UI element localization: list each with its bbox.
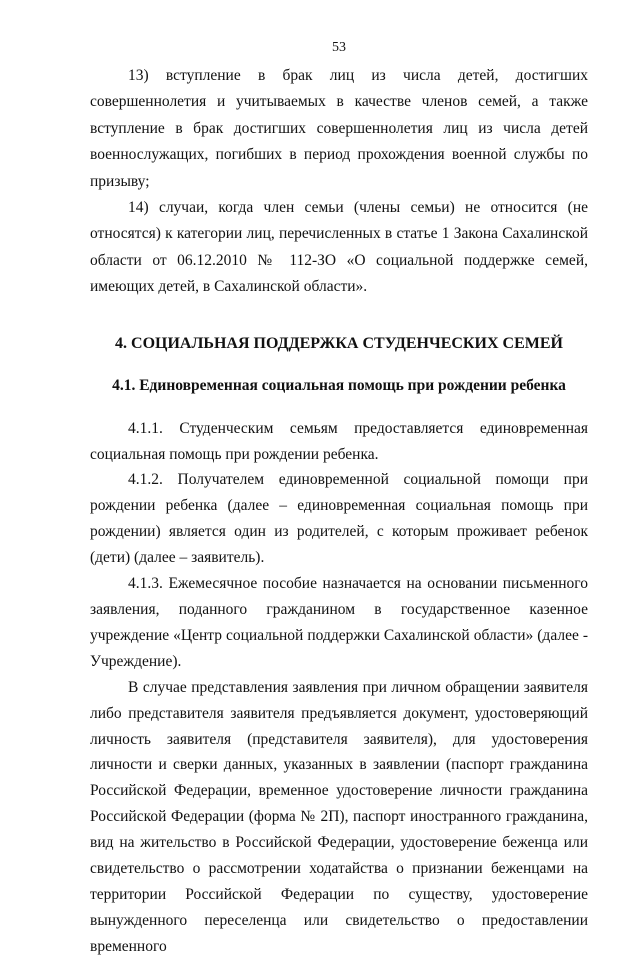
section-body bbox=[90, 416, 588, 960]
page-number: 53 bbox=[332, 40, 346, 55]
subsection-heading: 4.1. Единовременная социальная помощь при рождении ребенка bbox=[112, 376, 566, 394]
list-item-13: 13) вступление в брак лиц из числа детей, достигших совершеннолетия и учитываемых в качестве членов семей, а также вступление в брак достигших совершеннолетия лиц из числа детей военнослужащих, погибших в период прохождения военной службы по призыву; bbox=[90, 67, 588, 190]
list-item-14: 14) случаи, когда член семьи (члены семьи) не относится (не относятся) к категории лиц, перечисленных в статье 1 Закона Сахалинской области от 06.12.2010 № 112-ЗО «О социальной поддержке семей, имеющих детей, в Сахалинской области». bbox=[90, 199, 588, 296]
clause-4-1-3: 4.1.3. Ежемесячное пособие назначается на основании письменного заявления, поданного гражданином в государственное казенное учреждение «Центр социальной поддержки Сахалинской области» (далее - Учреждение). bbox=[90, 575, 588, 670]
clause-4-1-2: 4.1.2. Получателем единовременной социальной помощи при рождении ребенка (далее – единовременная социальная помощь при рождении) является один из родителей, с которым проживает ребенок (дети) (далее – заявитель). bbox=[90, 471, 588, 567]
clause-4-1-1: 4.1.1. Студенческим семьям предоставляется единовременная социальная помощь при рождении ребенка. bbox=[90, 419, 588, 463]
body-paragraph: В случае представления заявления при личном обращении заявителя либо представителя заявителя предъявляется документ, удостоверяющий личность заявителя (представителя заявителя), для удостоверения личности и сверки данных, указанных в заявлении (паспорт гражданина Российской Федерации, временное удостоверение личности гражданина Российской Федерации (форма № 2П), паспорт иностранного гражданина, вид на жительство в Российской Федерации, удостоверение беженца или свидетельство о рассмотрении ходатайства о признании беженцами на территории Российской Федерации по существу, удостоверение вынужденного переселенца или свидетельство о предоставлении временного bbox=[90, 678, 588, 955]
section-heading: 4. СОЦИАЛЬНАЯ ПОДДЕРЖКА СТУДЕНЧЕСКИХ СЕМЕЙ bbox=[115, 334, 563, 352]
